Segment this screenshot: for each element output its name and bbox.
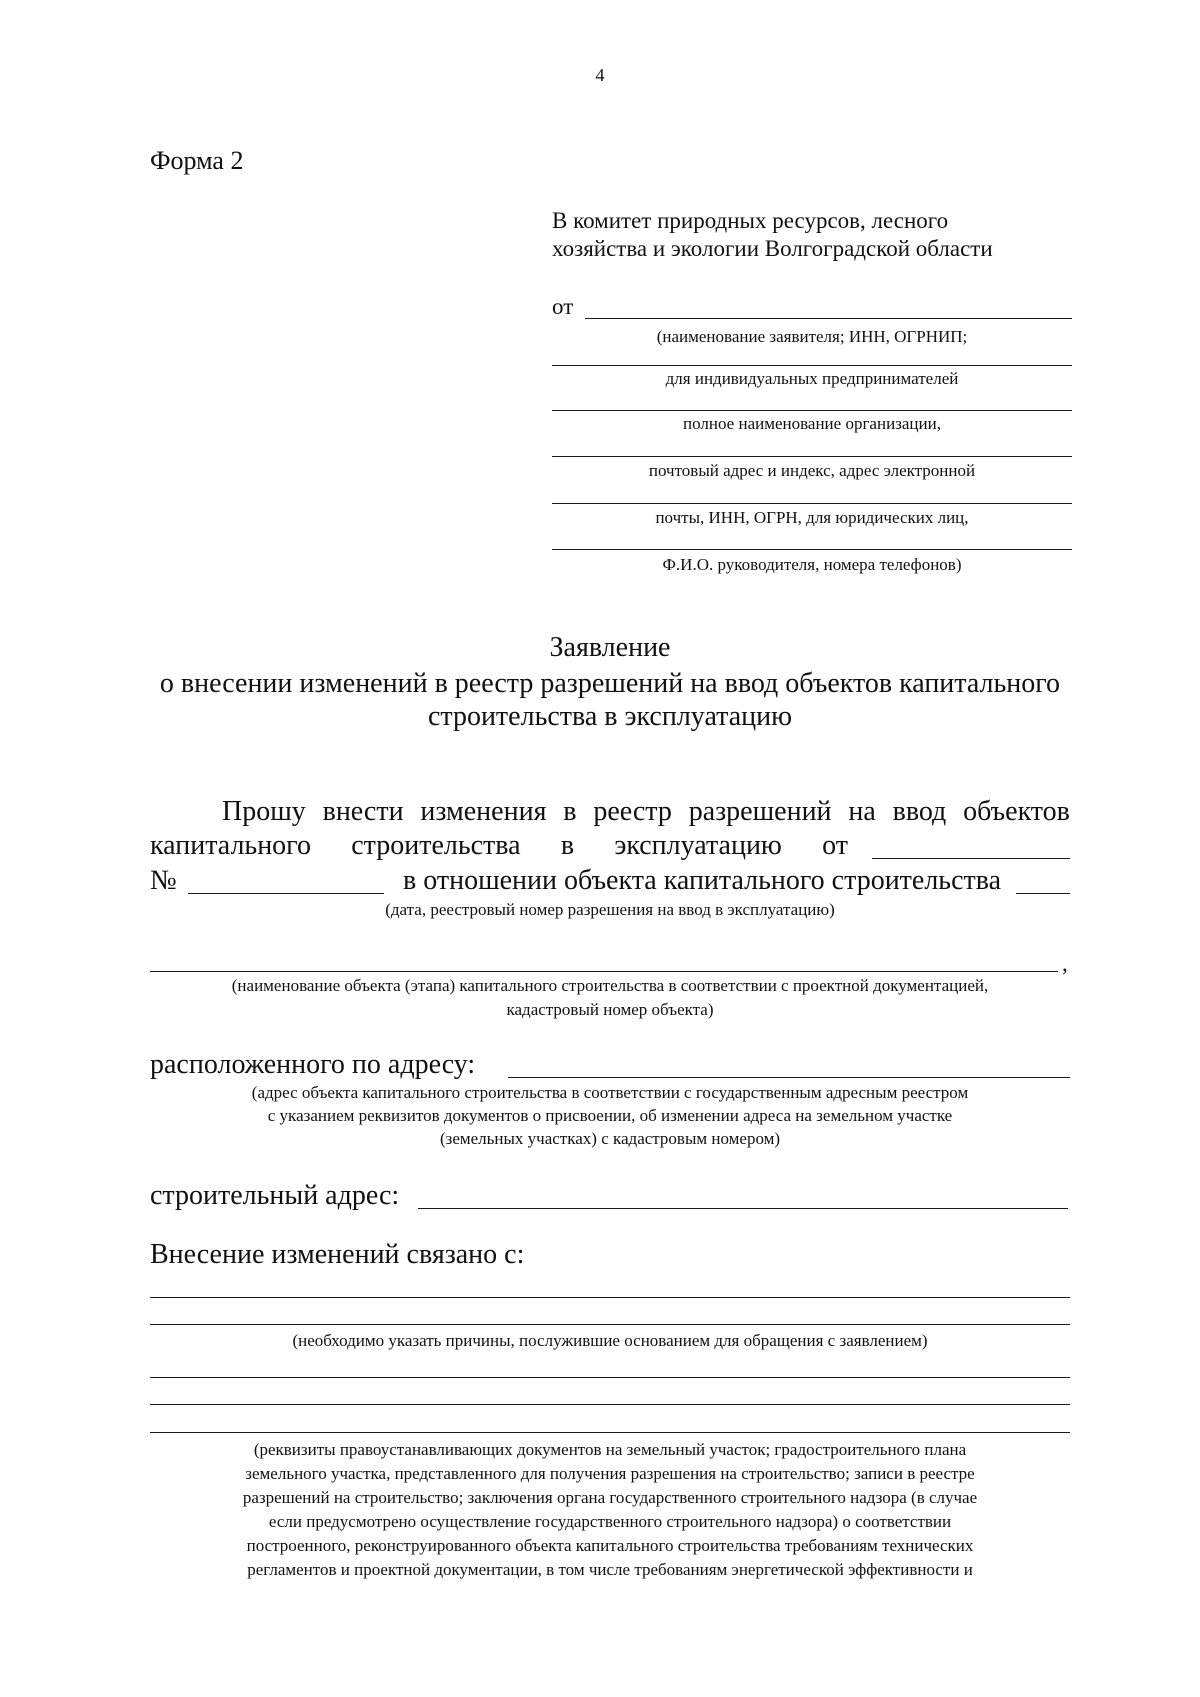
applicant-caption-3: полное наименование организации, — [683, 414, 941, 433]
permit-number-line[interactable] — [188, 893, 384, 894]
word: строительства — [351, 830, 521, 861]
requisites-line-2[interactable] — [150, 1404, 1070, 1405]
object-name-line[interactable] — [150, 971, 1058, 972]
permit-date-line[interactable] — [872, 858, 1070, 859]
applicant-line-2[interactable] — [552, 365, 1072, 366]
word: на — [848, 796, 876, 827]
form-label: Форма 2 — [150, 146, 244, 175]
document-subtitle-2: строительства в эксплуатацию — [427, 701, 793, 732]
applicant-line-4[interactable] — [552, 456, 1072, 457]
request-line-2 — [150, 829, 848, 863]
word: Прошу — [222, 796, 306, 827]
object-line-end[interactable] — [1016, 893, 1070, 894]
addressee-block — [552, 207, 1052, 263]
requisites-caption-line: регламентов и проектной документации, в том числе требованиям энергетической эффективности и — [247, 1560, 973, 1579]
word: внести — [322, 796, 404, 827]
applicant-caption-1: (наименование заявителя; ИНН, ОГРНИП; — [656, 327, 968, 346]
object-line-comma: , — [1062, 951, 1068, 976]
word: реестр — [593, 796, 672, 827]
requisites-caption-line: разрешений на строительство; заключения органа государственного строительного надзора (в случае — [242, 1488, 978, 1507]
word: в — [563, 796, 577, 827]
reasons-caption: (необходимо указать причины, послужившие основанием для обращения с заявлением) — [292, 1331, 928, 1350]
requisites-caption-line: (реквизиты правоустанавливающих документов на земельный участок; градостроительного плана — [253, 1440, 967, 1459]
applicant-name-line[interactable] — [585, 318, 1072, 319]
address-line[interactable] — [508, 1077, 1070, 1078]
word: эксплуатацию — [614, 830, 782, 861]
word: от — [822, 830, 848, 861]
reason-line-1[interactable] — [150, 1297, 1070, 1298]
word: капитального — [150, 830, 311, 861]
requisites-caption — [150, 1438, 1070, 1582]
applicant-line-3[interactable] — [552, 410, 1072, 411]
word: ввод — [892, 796, 947, 827]
requisites-caption-line: если предусмотрено осуществление государственного строительного надзора) о соответствии — [268, 1512, 952, 1531]
document-title: Заявление — [549, 632, 671, 663]
reason-line-2[interactable] — [150, 1324, 1070, 1325]
number-sign: № — [150, 865, 177, 896]
construction-address-label: строительный адрес: — [150, 1180, 400, 1211]
applicant-line-6[interactable] — [552, 549, 1072, 550]
permit-caption: (дата, реестровый номер разрешения на ввод в эксплуатацию) — [385, 900, 835, 919]
word: в — [560, 830, 575, 861]
addressee-line-1: В комитет природных ресурсов, лесного — [552, 208, 949, 233]
object-caption-2: кадастровый номер объекта) — [506, 1000, 714, 1019]
requisites-caption-line: построенного, реконструированного объекта капитального строительства требованиям технических — [246, 1536, 974, 1555]
from-label: от — [552, 294, 574, 319]
word: изменения — [420, 796, 547, 827]
requisites-line-3[interactable] — [150, 1432, 1070, 1433]
located-label: расположенного по адресу: — [150, 1049, 476, 1080]
document-subtitle-1: о внесении изменений в реестр разрешений на ввод объектов капитального — [159, 668, 1061, 699]
word: объектов — [963, 796, 1070, 827]
word: разрешений — [688, 796, 832, 827]
applicant-caption-6: Ф.И.О. руководителя, номера телефонов) — [662, 555, 962, 574]
page-number: 4 — [595, 65, 605, 85]
applicant-caption-5: почты, ИНН, ОГРН, для юридических лиц, — [655, 508, 969, 527]
changes-label: Внесение изменений связано с: — [150, 1239, 525, 1270]
applicant-line-5[interactable] — [552, 503, 1072, 504]
address-caption-2: с указанием реквизитов документов о присвоении, об изменении адреса на земельном участке — [267, 1106, 953, 1125]
requisites-line-1[interactable] — [150, 1377, 1070, 1378]
object-relation-text: в отношении объекта капитального строительства — [403, 865, 1002, 896]
applicant-caption-2: для индивидуальных предпринимателей — [665, 369, 959, 388]
object-caption-1: (наименование объекта (этапа) капитального строительства в соответствии с проектной документацией, — [231, 976, 989, 995]
construction-address-line[interactable] — [418, 1208, 1068, 1209]
request-line-1 — [222, 795, 1070, 829]
requisites-caption-line: земельного участка, представленного для получения разрешения на строительство; записи в реестре — [245, 1464, 975, 1483]
addressee-line-2: хозяйства и экологии Волгоградской области — [552, 236, 993, 261]
address-caption-1: (адрес объекта капитального строительства в соответствии с государственным адресным реестром — [251, 1083, 969, 1102]
applicant-caption-4: почтовый адрес и индекс, адрес электронной — [648, 461, 976, 480]
address-caption-3: (земельных участках) с кадастровым номером) — [439, 1129, 781, 1148]
